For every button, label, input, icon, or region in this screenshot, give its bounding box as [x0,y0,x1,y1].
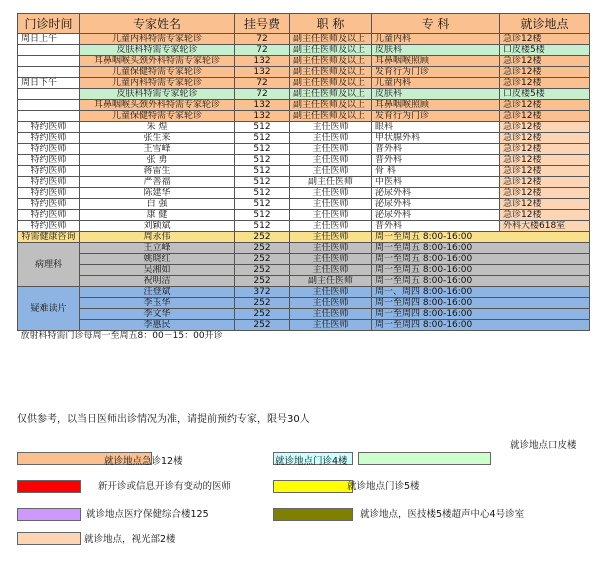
cell-name: 皮肤科特需专家轮诊 [80,89,235,100]
legend-text-red: 新开诊或信息开诊有变动的医师 [98,481,232,492]
cell-title: 主任医师 [290,199,372,210]
cell-time: 特约医师 [18,199,80,210]
table-row [18,276,590,287]
cell-time [18,89,80,100]
table-row [18,166,590,177]
cell-name: 张生来 [80,133,235,144]
table-row [18,89,590,100]
cell-fee: 512 [235,133,290,144]
cell-fee: 72 [235,78,290,89]
cell-title: 主任医师 [290,243,372,254]
table-row [18,100,590,111]
cell-location: 急诊12楼 [500,210,590,221]
cell-specialty: 骨 科 [372,166,500,177]
cell-title: 主任医师 [290,254,372,265]
cell-time: 特约医师 [18,188,80,199]
cell-fee: 512 [235,221,290,232]
cell-specialty: 周一至周四 8:00-16:00 [372,309,590,320]
schedule-body [18,34,590,342]
cell-specialty: 发育行为门诊 [372,67,500,78]
cell-location: 急诊12楼 [500,177,590,188]
table-row [18,199,590,210]
cell-specialty: 中医科 [372,177,500,188]
cell-location: 急诊12楼 [500,133,590,144]
cell-fee: 252 [235,298,290,309]
cell-fee: 372 [235,287,290,298]
cell-specialty: 耳鼻咽喉照顾 [372,100,500,111]
table-footer-row [18,331,590,342]
cell-name: 李惠民 [80,320,235,331]
cell-time: 特约医师 [18,144,80,155]
cell-specialty: 皮肤科 [372,45,500,56]
table-row [18,221,590,232]
table-row [18,133,590,144]
cell-fee: 132 [235,67,290,78]
cell-fee: 512 [235,188,290,199]
table-row [18,210,590,221]
cell-specialty: 周一至周五 8:00-16:00 [372,276,590,287]
header-name: 专家姓名 [80,14,235,34]
cell-title: 主任医师 [290,309,372,320]
cell-title: 主任医师 [290,155,372,166]
cell-title: 副主任医师及以上 [290,100,372,111]
header-fee: 挂号费 [235,14,290,34]
legend-swatch-red [17,480,81,493]
cell-location: 急诊12楼 [500,100,590,111]
table-row [18,188,590,199]
cell-name: 儿童保健特需专家轮诊 [80,67,235,78]
cell-fee: 72 [235,45,290,56]
table-row [18,265,590,276]
cell-fee: 72 [235,89,290,100]
cell-specialty: 普外科 [372,221,500,232]
cell-time [18,56,80,67]
cell-title: 副主任医师 [290,276,372,287]
cell-title: 副主任医师及以上 [290,34,372,45]
table-row [18,243,590,254]
cell-location: 急诊12楼 [500,188,590,199]
table-row [18,254,590,265]
cell-location: 急诊12楼 [500,155,590,166]
table-row [18,67,590,78]
cell-location: 急诊12楼 [500,166,590,177]
cell-specialty: 周一至周四 8:00-16:00 [372,298,590,309]
cell-fee: 72 [235,34,290,45]
cell-specialty: 泌尿外科 [372,210,500,221]
cell-time: 特约医师 [18,221,80,232]
table-row [18,78,590,89]
cell-time: 特约医师 [18,166,80,177]
cell-specialty: 甲状腺外科 [372,133,500,144]
cell-name: 康 健 [80,210,235,221]
cell-location: 急诊12楼 [500,111,590,122]
cell-location: 口皮楼5楼 [500,45,590,56]
cell-title: 副主任医师 [290,177,372,188]
legend-text-lightgreen: 就诊地点口皮楼 [510,440,577,451]
cell-specialty: 耳鼻咽喉照顾 [372,56,500,67]
table-row [18,56,590,67]
cell-name: 王雪峰 [80,144,235,155]
cell-location: 急诊12楼 [500,199,590,210]
table-row [18,232,590,243]
cell-specialty: 普外科 [372,144,500,155]
cell-specialty: 泌尿外科 [372,199,500,210]
table-row [18,177,590,188]
cell-fee: 252 [235,276,290,287]
legend-swatch-peach [17,532,81,545]
cell-name: 李文华 [80,309,235,320]
cell-location: 急诊12楼 [500,122,590,133]
header-time: 门诊时间 [18,14,80,34]
cell-fee: 132 [235,56,290,67]
cell-specialty: 发育行为门诊 [372,111,500,122]
cell-time: 特约医师 [18,155,80,166]
cell-title: 主任医师 [290,221,372,232]
cell-time: 特约医师 [18,177,80,188]
cell-title: 主任医师 [290,298,372,309]
cell-time: 特约医师 [18,210,80,221]
cell-fee: 132 [235,100,290,111]
cell-location: 口皮楼5楼 [500,89,590,100]
cell-title: 主任医师 [290,287,372,298]
cell-location: 急诊12楼 [500,78,590,89]
cell-name: 儿童内科特需专家轮诊 [80,34,235,45]
cell-fee: 512 [235,166,290,177]
legend-swatch-purple [17,508,81,521]
cell-time [18,67,80,78]
cell-name: 王立峰 [80,243,235,254]
cell-fee: 252 [235,232,290,243]
cell-time: 特约医师 [18,122,80,133]
table-row [18,34,590,45]
cell-title: 主任医师 [290,166,372,177]
cell-fee: 512 [235,122,290,133]
legend-text-purple: 就诊地点医疗保健综合楼125 [86,509,209,520]
cell-time [18,100,80,111]
cell-name: 朱 煌 [80,122,235,133]
table-row [18,144,590,155]
cell-name: 祝明洁 [80,276,235,287]
cell-name: 严善福 [80,177,235,188]
cell-specialty: 普外科 [372,155,500,166]
cell-title: 副主任医师及以上 [290,56,372,67]
cell-location: 急诊12楼 [500,144,590,155]
cell-location: 急诊12楼 [500,67,590,78]
cell-specialty: 皮肤科 [372,89,500,100]
cell-title: 主任医师 [290,188,372,199]
cell-specialty: 儿童内科 [372,34,500,45]
group-label-consult: 疑难读片 [18,287,80,331]
cell-name: 儿童内科特需专家轮诊 [80,78,235,89]
cell-title: 副主任医师及以上 [290,67,372,78]
cell-title: 主任医师 [290,320,372,331]
cell-fee: 512 [235,177,290,188]
cell-specialty: 周一至周五 8:00-16:00 [372,232,590,243]
legend-text-orange: 就诊地点急诊12楼 [104,456,183,467]
cell-specialty: 周一至周四 8:00-16:00 [372,320,590,331]
cell-name: 周永伟 [80,232,235,243]
cell-fee: 512 [235,199,290,210]
cell-name: 蒋雷生 [80,166,235,177]
group-label-pathology: 病理科 [18,243,80,287]
table-row [18,45,590,56]
cell-name: 姚晓红 [80,254,235,265]
table-row [18,287,590,298]
cell-fee: 512 [235,210,290,221]
header-row [18,14,590,34]
footnote: 仅供参考，以当日医师出诊情况为准，请提前预约专家，限号30人 [17,414,310,425]
cell-name: 儿童保健特需专家轮诊 [80,111,235,122]
cell-specialty: 周一至周五 8:00-16:00 [372,254,590,265]
cell-fee: 512 [235,144,290,155]
cell-fee: 252 [235,243,290,254]
cell-name: 白 强 [80,199,235,210]
cell-name: 汪登斌 [80,287,235,298]
cell-title: 主任医师 [290,122,372,133]
cell-name: 刘颖斌 [80,221,235,232]
cell-time [18,111,80,122]
cell-name: 耳鼻咽喉头颈外科特需专家轮诊 [80,100,235,111]
table-row [18,111,590,122]
cell-time: 周日上午 [18,34,80,45]
legend-text-yellow: 就诊地点门诊5楼 [347,481,420,492]
cell-name: 吴湘如 [80,265,235,276]
cell-name: 皮肤科特需专家轮诊 [80,45,235,56]
cell-title: 主任医师 [290,133,372,144]
cell-fee: 252 [235,254,290,265]
table-row [18,320,590,331]
cell-location: 急诊12楼 [500,34,590,45]
cell-time: 周日下午 [18,78,80,89]
legend-text-cyan: 就诊地点门诊4楼 [275,456,348,467]
cell-name: 陈建华 [80,188,235,199]
cell-title: 副主任医师及以上 [290,78,372,89]
legend-swatch-yellow [273,480,353,493]
cell-specialty: 周一至周五 8:00-16:00 [372,265,590,276]
cell-fee: 512 [235,155,290,166]
legend-text-olive: 就诊地点，医技楼5楼超声中心4号诊室 [360,509,525,520]
cell-fee: 132 [235,111,290,122]
cell-time: 特约医师 [18,133,80,144]
cell-specialty: 眼科 [372,122,500,133]
legend-swatch-olive [273,508,353,521]
legend-text-peach: 就诊地点，视光部2楼 [84,534,176,545]
cell-fee: 252 [235,320,290,331]
cell-specialty: 周一、周四 8:00-16:00 [372,287,590,298]
cell-name: 耳鼻咽喉头颈外科特需专家轮诊 [80,56,235,67]
cell-title: 主任医师 [290,210,372,221]
table-row [18,309,590,320]
header-title: 职 称 [290,14,372,34]
table-row [18,298,590,309]
cell-specialty: 泌尿外科 [372,188,500,199]
cell-location: 外科大楼618室 [500,221,590,232]
footer-note: 放射科特需门诊每周一至周五8：00－15：00开诊 [18,331,590,342]
cell-name: 李玉华 [80,298,235,309]
cell-time [18,45,80,56]
cell-title: 主任医师 [290,265,372,276]
cell-specialty: 儿童内科 [372,78,500,89]
table-row [18,155,590,166]
header-specialty: 专 科 [372,14,500,34]
legend-swatch-lightgreen [358,452,491,465]
cell-time: 特需健康咨询 [18,232,80,243]
cell-title: 副主任医师及以上 [290,45,372,56]
cell-fee: 252 [235,265,290,276]
cell-name: 张 勇 [80,155,235,166]
cell-location: 急诊12楼 [500,56,590,67]
cell-fee: 252 [235,309,290,320]
cell-title: 副主任医师及以上 [290,111,372,122]
table-row [18,122,590,133]
schedule-table [17,13,590,341]
header-location: 就诊地点 [500,14,590,34]
cell-title: 副主任医师及以上 [290,89,372,100]
cell-specialty: 周一至周五 8:00-16:00 [372,243,590,254]
cell-title: 主任医师 [290,144,372,155]
cell-title: 主任医师 [290,232,372,243]
